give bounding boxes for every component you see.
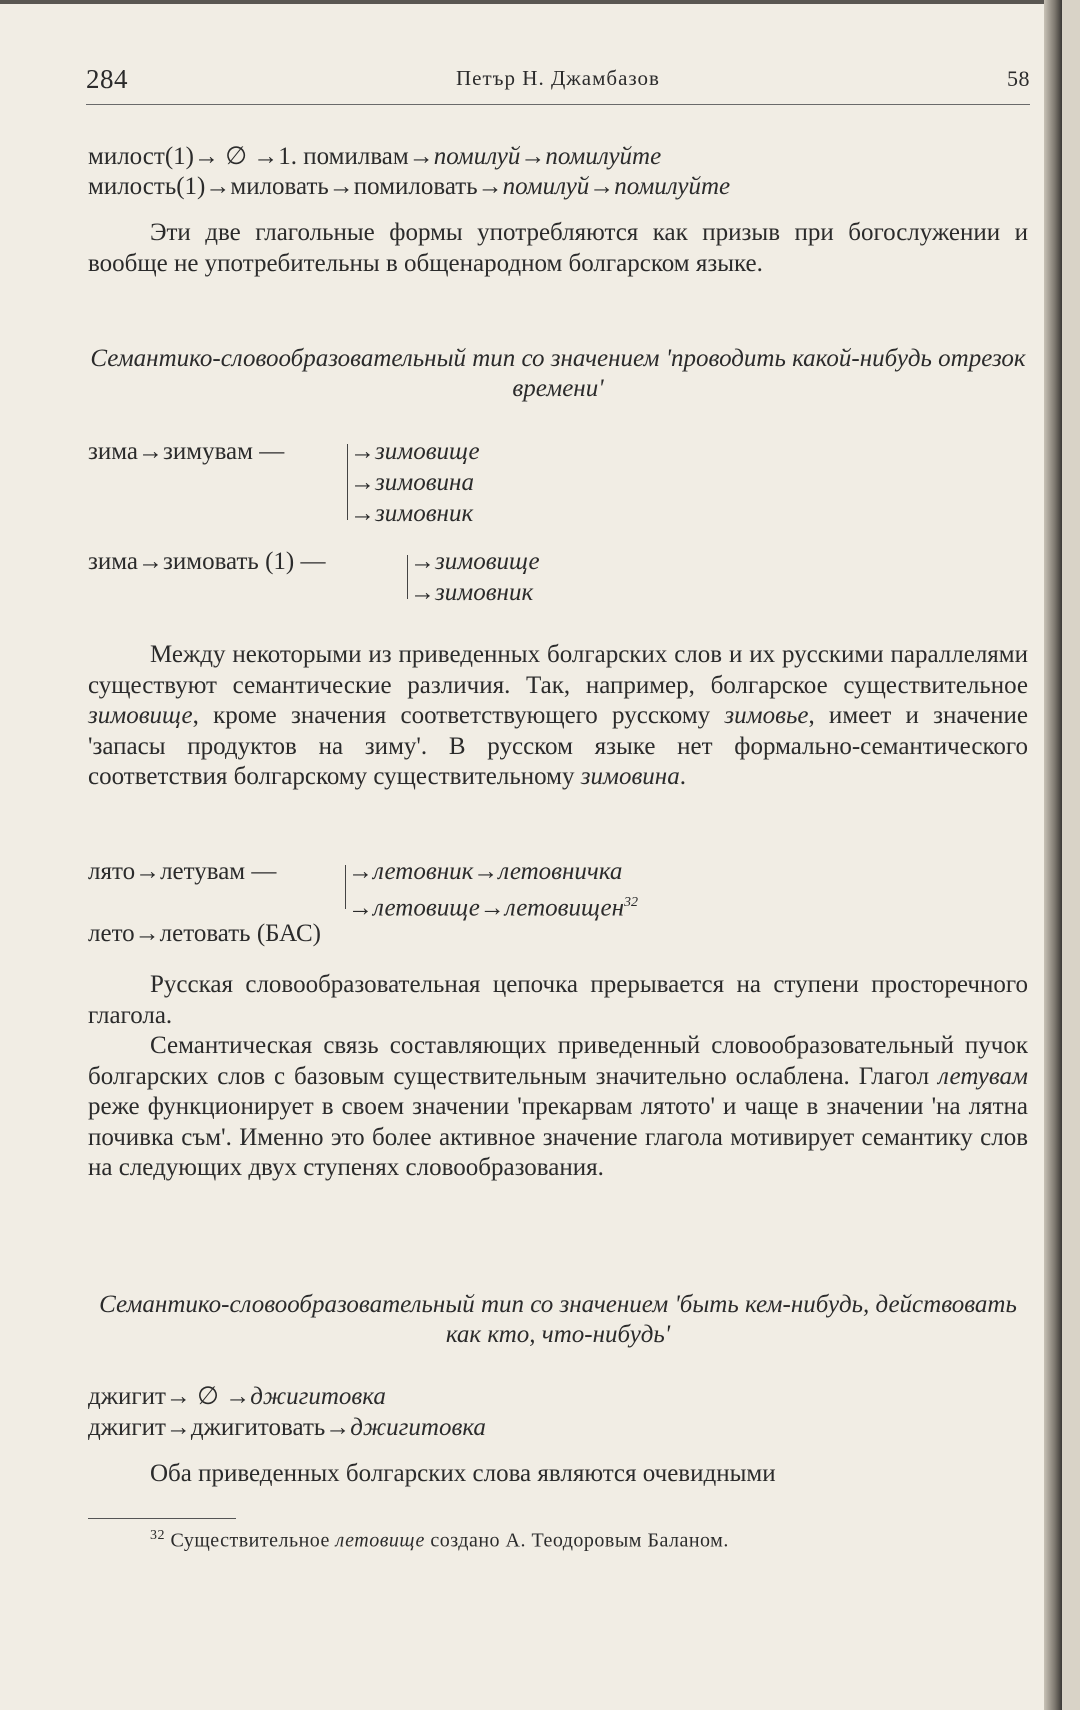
- tree2-item-2: →зимовник: [410, 579, 534, 606]
- tree1-item-3: →зимовник: [350, 500, 474, 527]
- page-number: 284: [86, 64, 128, 94]
- footnote-rule: [88, 1518, 236, 1519]
- tree2-base: зима→зимовать (1) —: [88, 548, 326, 575]
- tree2-item-1: →зимовище: [410, 548, 540, 575]
- tree1-item-2: →зимовина: [350, 469, 474, 496]
- paragraph-1: Эти две глагольные формы употребляются как призыв при богослужении и вообще не употребительны в общенародном болгарском языке.: [88, 219, 1028, 277]
- derivation-line-leto: лето→летовать (БАС): [88, 920, 321, 947]
- running-author: Петър Н. Джамбазов: [456, 66, 660, 90]
- footnote: $^{32}$ Существительное летовище создано А. Теодоровым Баланом.: [150, 1528, 729, 1552]
- derivation-line-bg-1: милост(1)→ ∅ →1. помилвам→помилуй→помилуйте: [88, 143, 662, 170]
- tree3-item-2: →летовище→летовищен$^{32}$: [348, 894, 638, 922]
- section-heading-1: Семантико-словообразовательный тип со значением 'проводить какой-нибудь отрезок времени': [90, 345, 1026, 402]
- section-heading-2: Семантико-словообразовательный тип со значением 'быть кем-нибудь, действовать как кто, что-нибудь': [99, 1291, 1017, 1348]
- tree2-bracket: [407, 555, 408, 599]
- tree1-base: зима→зимувам —: [88, 438, 285, 465]
- paragraph-2: Между некоторыми из приведенных болгарских слов и их русскими параллелями существуют семантические различия. Так, например, болгарское существительное зимовище, кроме значения соответствующего русскому зимовье, имеет и значение 'запасы продуктов на зиму'. В русском языке нет формально-семантического соответствия болгарскому существительному зимовина.: [88, 641, 1028, 790]
- tree3-base: лято→летувам —: [88, 858, 277, 885]
- top-edge: [0, 0, 1062, 4]
- tree3-item-1: →летовник→летовничка: [348, 858, 623, 885]
- footnote-ref: 32: [623, 895, 638, 910]
- derivation-line-ru-2: джигит→джигитовать→джигитовка: [88, 1414, 486, 1441]
- paragraph-3: Русская словообразовательная цепочка прерывается на ступени просторечного глагола.: [88, 971, 1028, 1029]
- derivation-line-bg-2: джигит→ ∅ →джигитовка: [88, 1383, 386, 1410]
- paragraph-4: Семантическая связь составляющих приведенный словообразовательный пучок болгарских слов с базовым существительным значительно ослаблена. Глагол летувам реже функционирует в своем значении 'прекарвам лятото' и чаще в значении 'на лятна почивка съм'. Именно это более активное значение глагола мотивирует семантику слов на следующих двух ступенях словообразования.: [88, 1032, 1028, 1181]
- tree1-item-1: →зимовище: [350, 438, 480, 465]
- tree3-bracket: [345, 865, 346, 909]
- paragraph-5: Оба приведенных болгарских слова являются очевидными: [150, 1460, 776, 1487]
- derivation-line-ru-1: милость(1)→миловать→помиловать→помилуй→помилуйте: [88, 173, 731, 200]
- footnote-mark: 32: [150, 1528, 165, 1543]
- right-number: 58: [1007, 66, 1030, 91]
- binding-shadow: [1044, 0, 1062, 1710]
- tree1-bracket: [347, 444, 348, 520]
- running-header: [86, 60, 1030, 105]
